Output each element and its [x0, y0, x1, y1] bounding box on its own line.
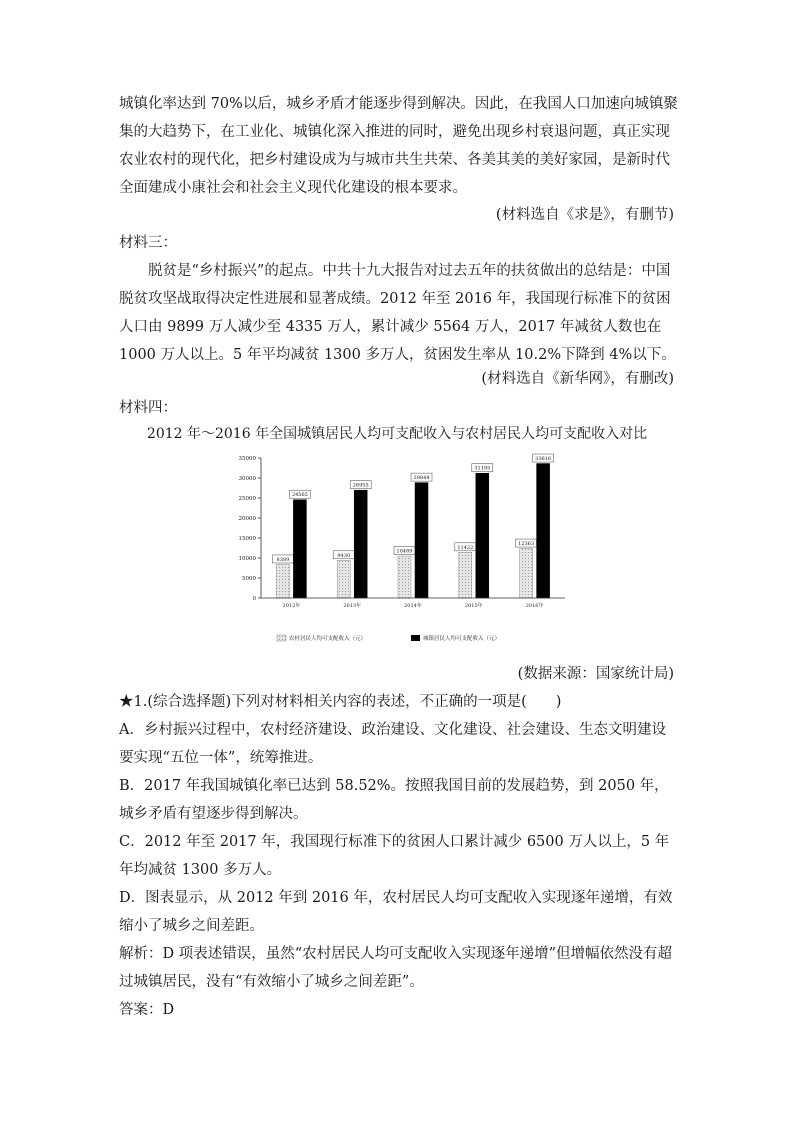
data-label: 24565 [291, 492, 308, 499]
x-axis [261, 598, 565, 609]
income-bar-chart [225, 450, 575, 655]
y-tick-label: 0 [252, 596, 256, 602]
material-three-label: 材料三： [119, 235, 177, 251]
urban-income-bar [293, 500, 306, 598]
option-d: D．图表显示，从 2012 年到 2016 年，农村居民人均可支配收入实现逐年递增，有效缩小了城乡之间差距。 [119, 890, 673, 934]
urban-income-bar [354, 490, 367, 598]
question-stem: ★1.(综合选择题)下列对材料相关内容的表述，不正确的一项是( ) [119, 694, 562, 710]
rural-income-bar [459, 552, 472, 598]
data-label: 8389 [276, 556, 290, 563]
rural-income-bar [398, 556, 411, 598]
data-label: 11422 [457, 544, 474, 551]
material-two-paragraph: 城镇化率达到 70%以后，城乡矛盾才能逐步得到解决。因此，在我国人口加速向城镇聚集的大趋势下，在工业化、城镇化深入推进的同时，避免出现乡村衰退问题，真正实现农业农村的现代化，把乡村建设成为与城市共生共荣、各美其美的美好家园，是新时代全面建成小康社会和社会主义现代化建设的根本要求。 [119, 96, 678, 196]
x-tick-label: 2016年 [525, 603, 544, 609]
rural-income-bar [520, 549, 533, 598]
chart-title: 2012 年～2016 年全国城镇居民人均可支配收入与农村居民人均可支配收入对比 [146, 426, 648, 442]
bars-group [272, 454, 553, 598]
chart-source: (数据来源：国家统计局) [517, 666, 674, 682]
urban-income-bar [476, 473, 489, 598]
source-two: (材料选自《求是》，有删节) [495, 207, 674, 223]
legend-swatch-urban [411, 635, 420, 641]
x-tick-label: 2012年 [282, 603, 301, 609]
urban-income-bar [415, 483, 428, 598]
urban-income-bar [537, 464, 550, 598]
option-b: B．2017 年我国城镇化率已达到 58.52%。按照我国目前的发展趋势，到 2050 年，城乡矛盾有望逐步得到解决。 [119, 778, 669, 822]
rural-income-bar [276, 564, 289, 598]
material-three-paragraph: 脱贫是“乡村振兴”的起点。中共十九大报告对过去五年的扶贫做出的总结是：中国脱贫攻坚战取得决定性进展和显著成绩。2012 年至 2016 年，我国现行标准下的贫困人口由 9899 万人减少至 4335 万人，累计减少 5564 万人，2017 年减贫人数也在 1000 万人以上。5 年平均减贫 1300 多万人，贫困发生率从 10.2%下降到 4%以下。 [119, 263, 676, 363]
y-tick-label: 20000 [238, 516, 256, 522]
y-tick-label: 10000 [238, 556, 256, 562]
x-tick-label: 2014年 [404, 603, 422, 609]
legend-label-urban: 城镇居民人均可支配收入（元） [423, 636, 501, 642]
answer-text: 答案：D [119, 1002, 175, 1018]
y-tick-label: 35000 [238, 456, 256, 462]
data-label: 10489 [396, 548, 413, 555]
chart-legend [277, 634, 500, 642]
material-four-label: 材料四： [119, 400, 177, 416]
y-tick-label: 25000 [238, 496, 256, 502]
data-label: 31195 [474, 465, 491, 472]
data-label: 9430 [337, 552, 351, 559]
y-tick-label: 15000 [238, 536, 256, 542]
y-tick-label: 5000 [242, 576, 256, 582]
x-tick-label: 2013年 [343, 603, 362, 609]
legend-swatch-rural [277, 635, 286, 641]
x-tick-label: 2015年 [464, 603, 483, 609]
data-label: 33616 [535, 456, 552, 463]
legend-label-rural: 农村居民人均可支配收入（元） [289, 636, 367, 642]
data-label: 26955 [352, 482, 369, 489]
rural-income-bar [337, 560, 350, 598]
analysis-text: 解析：D 项表述错误，虽然“农村居民人均可支配收入实现逐年递增”但增幅依然没有超过城镇居民，没有“有效缩小了城乡之间差距”。 [119, 946, 673, 990]
option-a: A．乡村振兴过程中，农村经济建设、政治建设、文化建设、社会建设、生态文明建设要实现“五位一体”，统筹推进。 [119, 722, 666, 766]
data-label: 28844 [413, 475, 430, 482]
y-tick-label: 30000 [238, 476, 256, 482]
option-c: C．2012 年至 2017 年，我国现行标准下的贫困人口累计减少 6500 万人以上，5 年年均减贫 1300 多万人。 [119, 834, 670, 878]
data-label: 12363 [518, 541, 535, 548]
y-axis [239, 456, 262, 602]
source-three: (材料选自《新华网》，有删改) [481, 371, 674, 387]
